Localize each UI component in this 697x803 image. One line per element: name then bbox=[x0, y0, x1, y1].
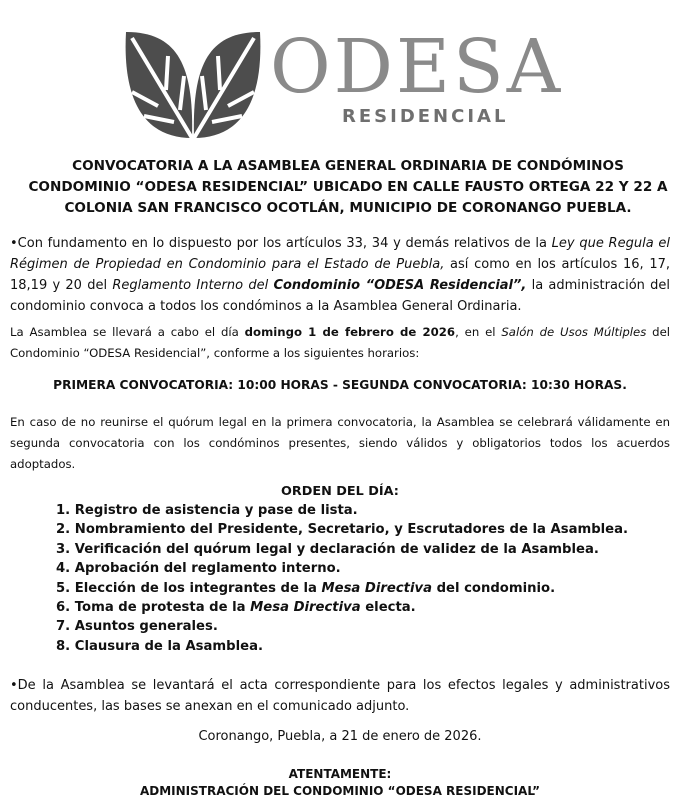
logo-subtitle: RESIDENCIAL bbox=[342, 106, 509, 127]
signature-atentamente: ATENTAMENTE: bbox=[288, 767, 392, 781]
paragraph-acta: •De la Asamblea se levantará el acta correspondiente para los efectos legales y administrativos conducentes, las bases se anexan en el comunicado adjunto. bbox=[10, 678, 670, 714]
p1-law-ref: Ley que Regula el Régimen de Propiedad en Condominio para el Estado de Puebla, bbox=[10, 236, 670, 272]
p2-text-a: La Asamblea se llevará a cabo el día bbox=[10, 325, 245, 339]
agenda-item-text: 5. Elección de los integrantes de la bbox=[56, 580, 322, 596]
agenda-item bbox=[56, 637, 628, 656]
p2-venue: Salón de Usos Múltiples bbox=[501, 325, 647, 339]
p1-text-f: la administración del condominio convoca a todos los condóminos a la Asamblea General Ordinaria. bbox=[10, 278, 670, 314]
title-line-3: COLONIA SAN FRANCISCO OCOTLÁN, MUNICIPIO DE CORONANGO PUEBLA. bbox=[64, 200, 632, 216]
agenda-item bbox=[56, 520, 628, 539]
agenda-item-text: 2. Nombramiento del Presidente, Secretario, y Escrutadores de la Asamblea. bbox=[56, 522, 629, 538]
p1-reglamento-ref: Reglamento Interno del bbox=[112, 278, 274, 293]
convocatoria-times: PRIMERA CONVOCATORIA: 10:00 HORAS - SEGUNDA CONVOCATORIA: 10:30 HORAS. bbox=[53, 378, 627, 392]
agenda-item-text-end: del condominio. bbox=[431, 580, 556, 596]
title-line-2: CONDOMINIO “ODESA RESIDENCIAL” UBICADO EN CALLE FAUSTO ORTEGA 22 Y 22 A bbox=[28, 179, 668, 195]
p1-text-c: así como en los artículos 16, 17, 18,19 y 20 del bbox=[10, 257, 670, 293]
leaf-logo-icon bbox=[118, 26, 268, 144]
agenda-item bbox=[56, 579, 628, 598]
agenda-item bbox=[56, 617, 628, 636]
agenda-item-text: 8. Clausura de la Asamblea. bbox=[56, 638, 263, 654]
agenda-item-text: 3. Verificación del quórum legal y declaración de validez de la Asamblea. bbox=[56, 541, 599, 557]
p2-text-c: , en el bbox=[455, 325, 502, 339]
agenda-item-text: 6. Toma de protesta de la bbox=[56, 600, 251, 616]
paragraph-quorum: En caso de no reunirse el quórum legal en la primera convocatoria, la Asamblea se celebrará válidamente en segunda convocatoria con los condóminos presentes, siendo válidos y obligatorios todos los acuerdos adoptados. bbox=[10, 415, 670, 471]
logo-brand-text: ODESA bbox=[270, 24, 564, 110]
odesa-logo bbox=[118, 26, 578, 144]
orden-del-dia-heading: ORDEN DEL DÍA: bbox=[281, 484, 399, 499]
document-title bbox=[18, 156, 678, 219]
agenda-item bbox=[56, 598, 628, 617]
agenda-item bbox=[56, 501, 628, 520]
agenda-item-emphasis: Mesa Directiva bbox=[321, 580, 432, 596]
orden-del-dia-list bbox=[56, 501, 628, 656]
agenda-item bbox=[56, 540, 628, 559]
p1-text-a: •Con fundamento en lo dispuesto por los artículos 33, 34 y demás relativos de la bbox=[10, 236, 552, 251]
p1-condominio-name: Condominio “ODESA Residencial”, bbox=[273, 278, 527, 293]
p2-text-e: del Condominio “ODESA Residencial”, conforme a los siguientes horarios: bbox=[10, 325, 671, 360]
agenda-item-text: 7. Asuntos generales. bbox=[56, 619, 218, 635]
p2-event-date: domingo 1 de febrero de 2026 bbox=[244, 325, 456, 339]
agenda-item-text-end: electa. bbox=[360, 600, 416, 616]
agenda-item-text: 1. Registro de asistencia y pase de lista. bbox=[56, 503, 358, 518]
agenda-item-text: 4. Aprobación del reglamento interno. bbox=[56, 561, 341, 577]
paragraph-fundamento bbox=[10, 233, 670, 317]
agenda-item-emphasis: Mesa Directiva bbox=[250, 600, 361, 616]
agenda-item bbox=[56, 559, 628, 578]
document-date: Coronango, Puebla, a 21 de enero de 2026. bbox=[198, 729, 482, 744]
title-line-1: CONVOCATORIA A LA ASAMBLEA GENERAL ORDINARIA DE CONDÓMINOS bbox=[72, 158, 624, 174]
signature-admin: ADMINISTRACIÓN DEL CONDOMINIO “ODESA RESIDENCIAL” bbox=[139, 784, 540, 798]
paragraph-fecha-lugar bbox=[10, 322, 670, 364]
